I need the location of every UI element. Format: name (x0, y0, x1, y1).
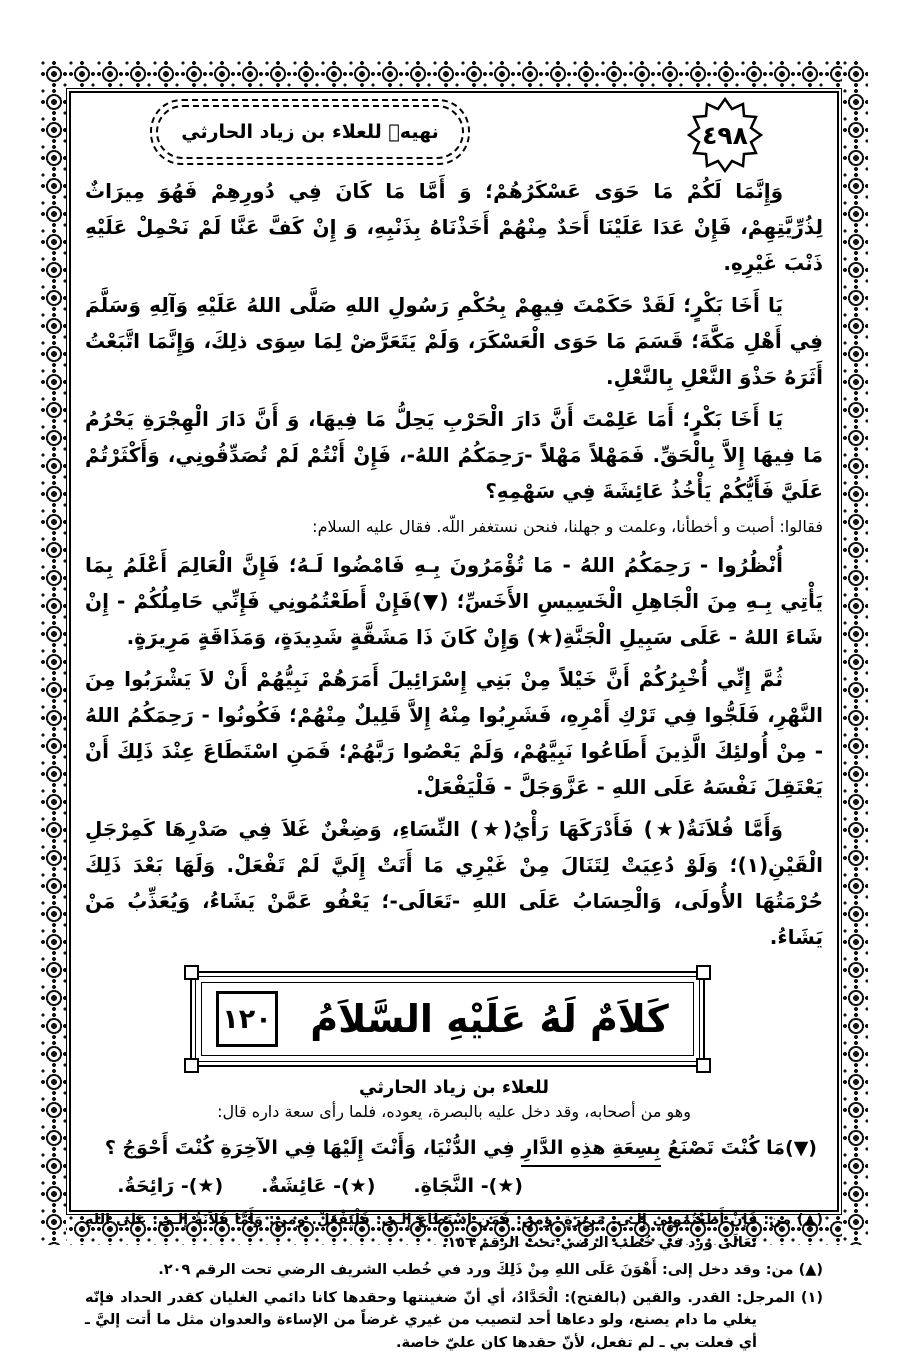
narrator-line: فقالوا: أصبت و أخطأنا، وعلمت و جهلنا، فنحن نستغفر اللّه. فقال عليه السلام: (85, 515, 823, 539)
footnote (85, 1209, 823, 1254)
page-number-star (685, 95, 765, 175)
variant-text: رَائِحَةُ. (117, 1175, 174, 1197)
quote-marker: (▼) (785, 1137, 817, 1159)
sermon-quote (85, 1131, 823, 1165)
footnote-text: المرجل: القدر. والقين (بالفتح): الْحَدَّادُ، أي أنّ ضغينتها وحقدها كانا دائمي الغليان كقدر الحداد فإنّه يغلي ما دام يصنع، ولو دعاها أحد لتصيب من غيري غرضاً من الإساءة والعدوان مثل ما أتت إليَّ ـ أي فعلت بي ـ لم تفعل، لأنّ حقدها كان عليّ خاصة. (85, 1290, 795, 1351)
sermon-paragraph: أُنْظُرُوا - رَحِمَكُمُ اللهُ - مَا تُؤْمَرُونَ بِـهِ فَامْضُوا لَـهُ؛ فَإِنَّ الْعَالِمَ أَعْلَمُ بِمَا يَأْتِي بِـهِ مِنَ الْجَاهِلِ الْخَسِيسِ الأَخَسِّ؛ (▼)فَإِنْ أَطَعْتُمُونِي فَإِنِّي حَامِلُكُمْ - إِنْ شَاءَ اللهُ - عَلَى سَبِيلِ الْجَنَّةِ(★) وَإِنْ كَانَ ذَا مَشَقَّةٍ شَدِيدَةٍ، وَمَذَاقَةٍ مَرِيرَةٍ. (85, 547, 823, 655)
corner-square-icon (184, 1058, 199, 1073)
running-title-badge (150, 99, 470, 165)
variant-readings-row (85, 1175, 823, 1197)
inner-rule-frame (66, 88, 842, 1215)
footnote (85, 1259, 823, 1282)
corner-square-icon (184, 965, 199, 980)
star-marker: (★)- (481, 1175, 523, 1197)
sermon-title-box-mid (195, 976, 700, 1062)
ornamental-page-frame (40, 60, 868, 1245)
quote-text-pre: مَا كُنْتَ تَصْنَعُ (661, 1137, 785, 1159)
quote-text-post: فِي الدُّنْيَا، وَأَنْتَ إِلَيْهَا فِي الآخِرَةِ كُنْتَ أَحْوَجُ ؟ (105, 1137, 522, 1159)
variant-note (261, 1175, 375, 1197)
sermon-paragraph: وَإِنَّمَا لَكُمْ مَا حَوَى عَسْكَرُهُمْ؛ وَ أَمَّا مَا كَانَ فِي دُورِهِمْ فَهُوَ مِيرَاثٌ لِذُرِّيَّتِهِمْ، فَإِنْ عَدَا عَلَيْنَا أَحَدٌ مِنْهُمْ أَخَذْنَاهُ بِذَنْبِهِ، وَ إِنْ كَفَّ عَنَّا لَمْ نَحْمِلْ عَلَيْهِ ذَنْبَ غَيْرِهِ. (85, 173, 823, 281)
floral-border-right (842, 60, 868, 1245)
footnote-text: من: فَإِنْ أَطَعْتُمُونِي إِلـى: مَرِيرَةٍ. ومن: فَمَنِ اسْتَطَاعَ إِلـى: فَلْيَفْعَلْ. ومن: وَأَمَّا فُلاَنَةُ إِلـى: عَلَى اللهِ تَعَالَى ورد في خُطب الرضي تحت الرقم ١٥٦. (85, 1212, 791, 1251)
sermon-title-calligraphy: كَلاَمٌ لَهُ عَلَيْهِ السَّلاَمُ (310, 997, 669, 1041)
underlined-phrase: بِسِعَةِ هذِهِ الدَّارِ (521, 1137, 660, 1167)
number-marker: (١) (801, 1290, 823, 1306)
corner-square-icon (696, 965, 711, 980)
sermon-paragraph: يَا أَخَا بَكْرٍ؛ أَمَا عَلِمْتَ أَنَّ دَارَ الْحَرْبِ يَحِلُّ مَا فِيهَا، وَ أَنَّ دَارَ الْهِجْرَةِ يَحْرُمُ مَا فِيهَا إِلاَّ بِالْحَقِّ. فَمَهْلاً مَهْلاً -رَحِمَكُمُ اللهُ-، فَإِنْ أَنْتُمْ لَمْ تُصَدِّقُونِي، وَأَكْثَرْتُمْ عَلَيَّ فَأَيُّكُمْ يَأْخُذُ عَائِشَةَ فِي سَهْمِهِ؟ (85, 401, 823, 509)
page-content (85, 101, 823, 1204)
variant-text: عَائِشَةٌ. (261, 1175, 326, 1197)
triangle-marker: (▲) (797, 1212, 823, 1228)
footnote-text: من: وقد دخل إلى: أَهْوَنَ عَلَى اللهِ مِنْ ذَلِكَ ورد في خُطب الشريف الرضي تحت الرقم ٢٠٩. (158, 1262, 793, 1278)
floral-border-left (40, 60, 66, 1245)
inner-rule-frame-2 (69, 91, 839, 1212)
corner-square-icon (696, 1058, 711, 1073)
page-header (85, 101, 823, 173)
variant-note (413, 1175, 523, 1197)
floral-border-top (40, 60, 868, 88)
sermon-paragraph: وَأَمَّا فُلاَنَةُ(★) فَأَدْرَكَهَا رَأْيُ(★) النِّسَاءِ، وَضِغْنٌ غَلاَ فِي صَدْرِهَا كَمِرْجَلِ الْقَيْنِ(١)؛ وَلَوْ دُعِيَتْ لِتَنَالَ مِنْ غَيْرِي مَا أَتَتْ إِلَيَّ لَمْ تَفْعَلْ. وَلَهَا بَعْدَ ذَلِكَ حُرْمَتُهَا الأُولَى، وَالْحِسَابُ عَلَى اللهِ -تَعَالَى-؛ يَعْفُو عَمَّنْ يَشَاءُ، وَيُعَذِّبُ مَنْ يَشَاءُ. (85, 811, 823, 955)
sermon-title-box (190, 971, 705, 1067)
page-number: ٤٩٨ (685, 95, 765, 175)
star-marker: (★)- (181, 1175, 223, 1197)
running-title: نهيهؑ للعلاء بن زياد الحارثي (181, 121, 439, 143)
footnotes-section (85, 1209, 823, 1354)
triangle-marker: (▲) (799, 1262, 823, 1278)
variant-text: النَّجَاةِ. (413, 1175, 474, 1197)
sermon-addressee: للعلاء بن زياد الحارثي (85, 1077, 823, 1098)
variant-note (117, 1175, 223, 1197)
star-marker: (★)- (333, 1175, 375, 1197)
sermon-paragraph: ثُمَّ إِنِّي أُخْبِرُكُمْ أَنَّ خَيْلاً مِنْ بَنِي إِسْرَائِيلَ أَمَرَهُمْ نَبِيُّهُمْ أَنْ لاَ يَشْرَبُوا مِنَ النَّهْرِ، فَلَجُّوا فِي تَرْكِ أَمْرِهِ، فَشَرِبُوا مِنْهُ إِلاَّ قَلِيلٌ مِنْهُمْ؛ فَكُونُوا - رَحِمَكُمُ اللهُ - مِنْ أُولئِكَ الَّذِينَ أَطَاعُوا نَبِيَّهُمْ، وَلَمْ يَعْصُوا رَبَّهُمْ؛ فَمَنِ اسْتَطَاعَ عِنْدَ ذَلِكَ أَنْ يَعْتَقِلَ نَفْسَهُ عَلَى اللهِ - عَزَّوَجَلَّ - فَلْيَفْعَلْ. (85, 661, 823, 805)
sermon-intro: وهو من أصحابه، وقد دخل عليه بالبصرة، يعوده، فلما رأى سعة داره قال: (85, 1102, 823, 1121)
sermon-number: ١٢٠ (216, 991, 278, 1047)
sermon-paragraph: يَا أَخَا بَكْرٍ؛ لَقَدْ حَكَمْتَ فِيهِمْ بِحُكْمِ رَسُولِ اللهِ صَلَّى اللهُ عَلَيْهِ وَآلِهِ وَسَلَّمَ فِي أَهْلِ مَكَّةَ؛ قَسَمَ مَا حَوَى الْعَسْكَرَ، وَلَمْ يَتَعَرَّضْ لِمَا سِوَى ذلِكَ، وَإِنَّمَا اتَّبَعْتُ أَثَرَهُ حَذْوَ النَّعْلِ بِالنَّعْلِ. (85, 287, 823, 395)
sermon-title-box-inner (201, 982, 694, 1056)
